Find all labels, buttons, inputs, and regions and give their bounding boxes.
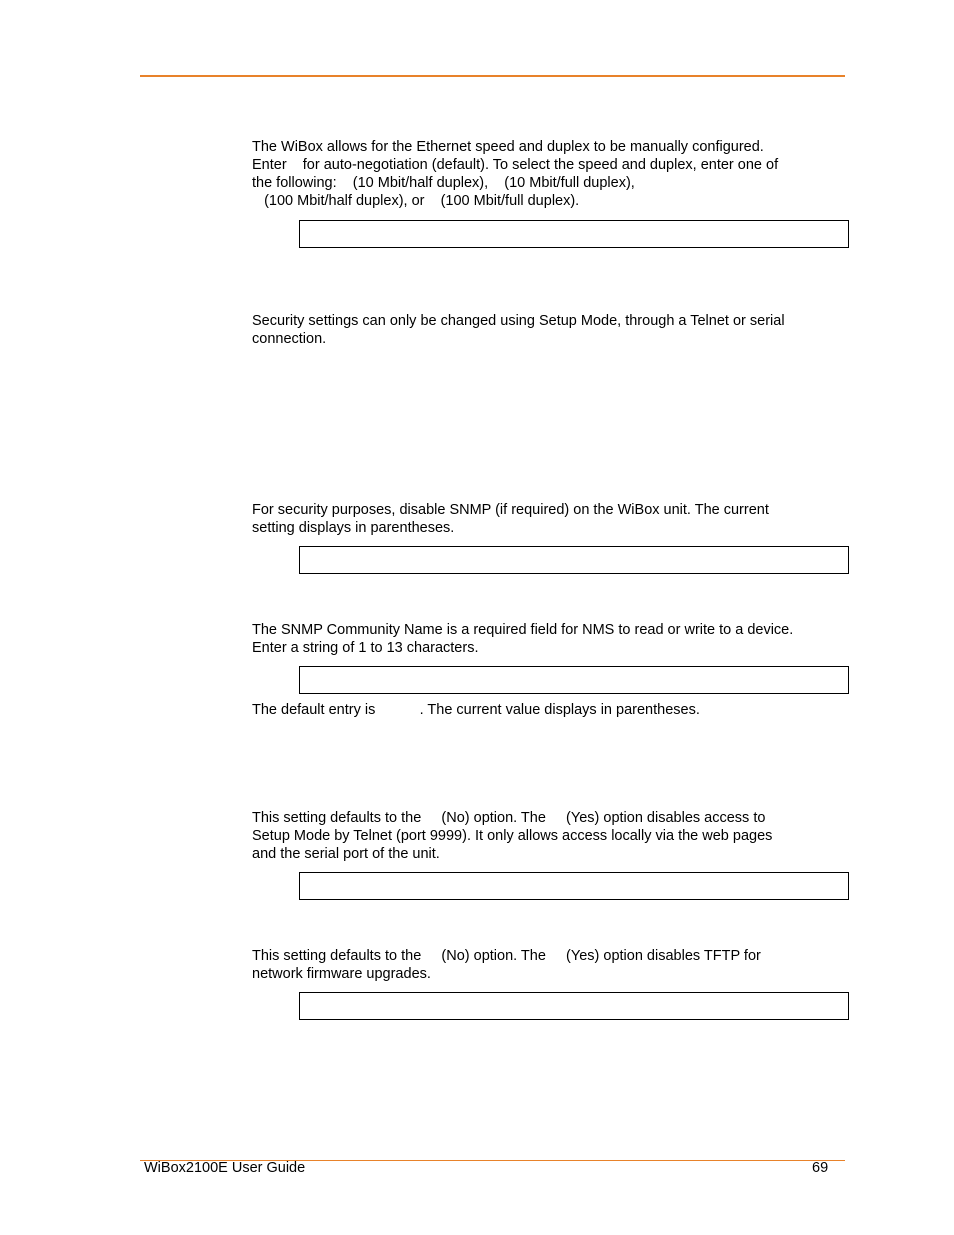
telnet-description: This setting defaults to the (No) option. The (Yes) option disables access to Setup Mode by Telnet (port 9999). It only allows access locally via the web pages and the serial port of the unit. xyxy=(252,810,773,862)
page-number: 69 xyxy=(812,1160,829,1176)
tftp-description: This setting defaults to the (No) option. The (Yes) option disables TFTP for network firmware upgrades. xyxy=(252,948,761,982)
footer-title: WiBox2100E User Guide xyxy=(144,1160,306,1176)
ethernet-code-box xyxy=(299,220,849,248)
community-code-box xyxy=(299,666,849,694)
community-default-note: The default entry is . The current value displays in parentheses. xyxy=(252,702,700,718)
security-description: Security settings can only be changed using Setup Mode, through a Telnet or serial connection. xyxy=(252,313,785,347)
tftp-code-box xyxy=(299,992,849,1020)
snmp-description: For security purposes, disable SNMP (if required) on the WiBox unit. The current setting displays in parentheses. xyxy=(252,502,769,536)
community-description: The SNMP Community Name is a required field for NMS to read or write to a device. Enter a string of 1 to 13 characters. xyxy=(252,622,794,656)
telnet-code-box xyxy=(299,872,849,900)
snmp-code-box xyxy=(299,546,849,574)
ethernet-description: The WiBox allows for the Ethernet speed and duplex to be manually configured. Enter for auto-negotiation (default). To select the speed and duplex, enter one of the following: (10 Mbit/half duplex), (10 Mbit/full duplex), (100 Mbit/half duplex), or (100 Mbit/full duplex). xyxy=(252,139,779,209)
header-rule xyxy=(140,75,845,77)
